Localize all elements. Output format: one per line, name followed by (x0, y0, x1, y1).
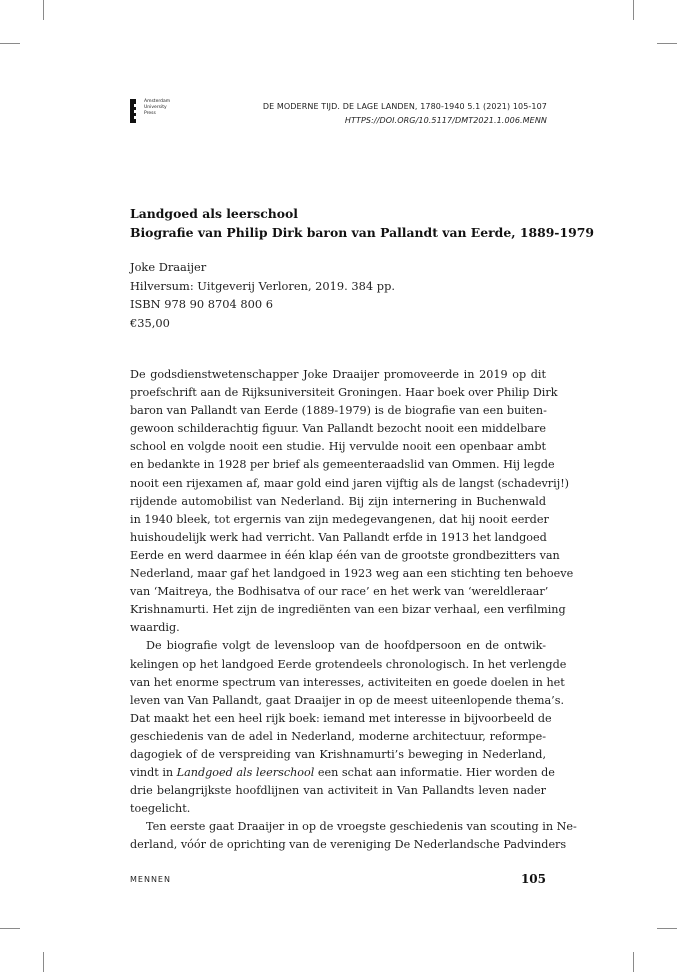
body-line: waardig. (130, 621, 180, 635)
body-line: geschiedenis van de adel in Nederland, moderne architectuur, reformpe- (130, 729, 546, 743)
review-title-block (130, 204, 594, 242)
body-line: rijdende automobilist van Nederland. Bij zijn internering in Buchenwald (130, 494, 546, 508)
doi-link[interactable]: HTTPS://DOI.ORG/10.5117/DMT2021.1.006.MENN (344, 116, 547, 125)
body-line: van ‘Maitreya, the Bodhisatva of our race’ en het werk van ‘wereldleraar’ (130, 585, 549, 599)
crop-mark (43, 952, 44, 972)
body-line-with-italic: vindt in Landgoed als leerschool een schat aan informatie. Hier worden de (130, 766, 555, 780)
body-line: Eerde en werd daarmee in één klap één van de grootste grondbezitters van (130, 548, 560, 562)
body-line: gewoon schilderachtig figuur. Van Pallandt bezocht nooit een middelbare (130, 422, 546, 436)
footer-author: MENNEN (130, 875, 171, 884)
body-line: Krishnamurti. Het zijn de ingrediënten van een bizar verhaal, een verfilming (130, 603, 566, 617)
book-title: Landgoed als leerschool (130, 206, 298, 221)
page-number: 105 (520, 872, 546, 886)
body-line: Nederland, maar gaf het landgoed in 1923 weg aan een stichting ten behoeve (130, 567, 574, 581)
journal-citation: DE MODERNE TIJD. DE LAGE LANDEN, 1780-1940 5.1 (2021) 105-107 (262, 102, 547, 111)
book-publication: Hilversum: Uitgeverij Verloren, 2019. 384 pp. (130, 278, 395, 293)
book-details (130, 258, 550, 332)
body-line: school en volgde nooit een studie. Hij vervulde nooit een openbaar ambt (130, 440, 546, 454)
body-line: drie belangrijkste hoofdlijnen van activiteit in Van Pallandts leven nader (130, 784, 546, 798)
crop-mark (633, 0, 634, 20)
italic-book-title: Landgoed als leerschool (176, 766, 315, 780)
body-line: baron van Pallandt van Eerde (1889-1979) is de biografie van een buiten- (130, 404, 547, 418)
body-line: proefschrift aan de Rijksuniversiteit Groningen. Haar boek over Philip Dirk (130, 386, 558, 400)
crop-mark (657, 928, 677, 929)
crop-mark (633, 952, 634, 972)
body-line: in 1940 bleek, tot ergernis van zijn medegevangenen, dat hij nooit eerder (130, 512, 549, 526)
review-body (130, 366, 577, 855)
book-author: Joke Draaijer (130, 260, 207, 274)
body-line: van het enorme spectrum van interesses, activiteiten en goede doelen in het (130, 675, 565, 689)
paragraph-start: Ten eerste gaat Draaijer in op de vroegste geschiedenis van scouting in Ne- (146, 820, 577, 834)
body-line: De godsdienstwetenschapper Joke Draaijer promoveerde in 2019 op dit (130, 368, 546, 381)
body-line: kelingen op het landgoed Eerde grotendeels chronologisch. In het verlengde (130, 657, 567, 671)
body-line: Dat maakt het een heel rijk boek: iemand met interesse in bijvoorbeeld de (130, 711, 552, 725)
crop-mark (657, 43, 677, 44)
crop-mark (43, 0, 44, 20)
body-line: en bedankte in 1928 per brief als gemeenteraadslid van Ommen. Hij legde (130, 458, 555, 472)
crop-mark (0, 43, 20, 44)
crop-mark (0, 928, 20, 929)
book-subtitle: Biografie van Philip Dirk baron van Pallandt van Eerde, 1889-1979 (130, 225, 594, 240)
body-line: toegelicht. (130, 802, 191, 816)
running-head (263, 100, 547, 128)
body-line: nooit een rijexamen af, maar gold eind jaren vijftig als de langst (schadevrij!) (130, 476, 570, 490)
publisher-logo-text: Amsterdam University Press (144, 99, 171, 116)
body-line: huishoudelijk werk had verricht. Van Pallandt erfde in 1913 het landgoed (130, 530, 547, 544)
book-isbn: ISBN 978 90 8704 800 6 (130, 297, 273, 311)
body-line: dagogiek of de verspreiding van Krishnamurti’s beweging in Nederland, (130, 747, 546, 761)
paragraph-start: De biografie volgt de levensloop van de hoofdpersoon en de ontwik- (146, 639, 546, 653)
book-price: €35,00 (130, 315, 170, 330)
body-line: leven van Van Pallandt, gaat Draaijer in op de meest uiteenlopende thema’s. (130, 693, 565, 707)
body-line: derland, vóór de oprichting van de vereniging De Nederlandsche Padvinders (130, 838, 567, 852)
